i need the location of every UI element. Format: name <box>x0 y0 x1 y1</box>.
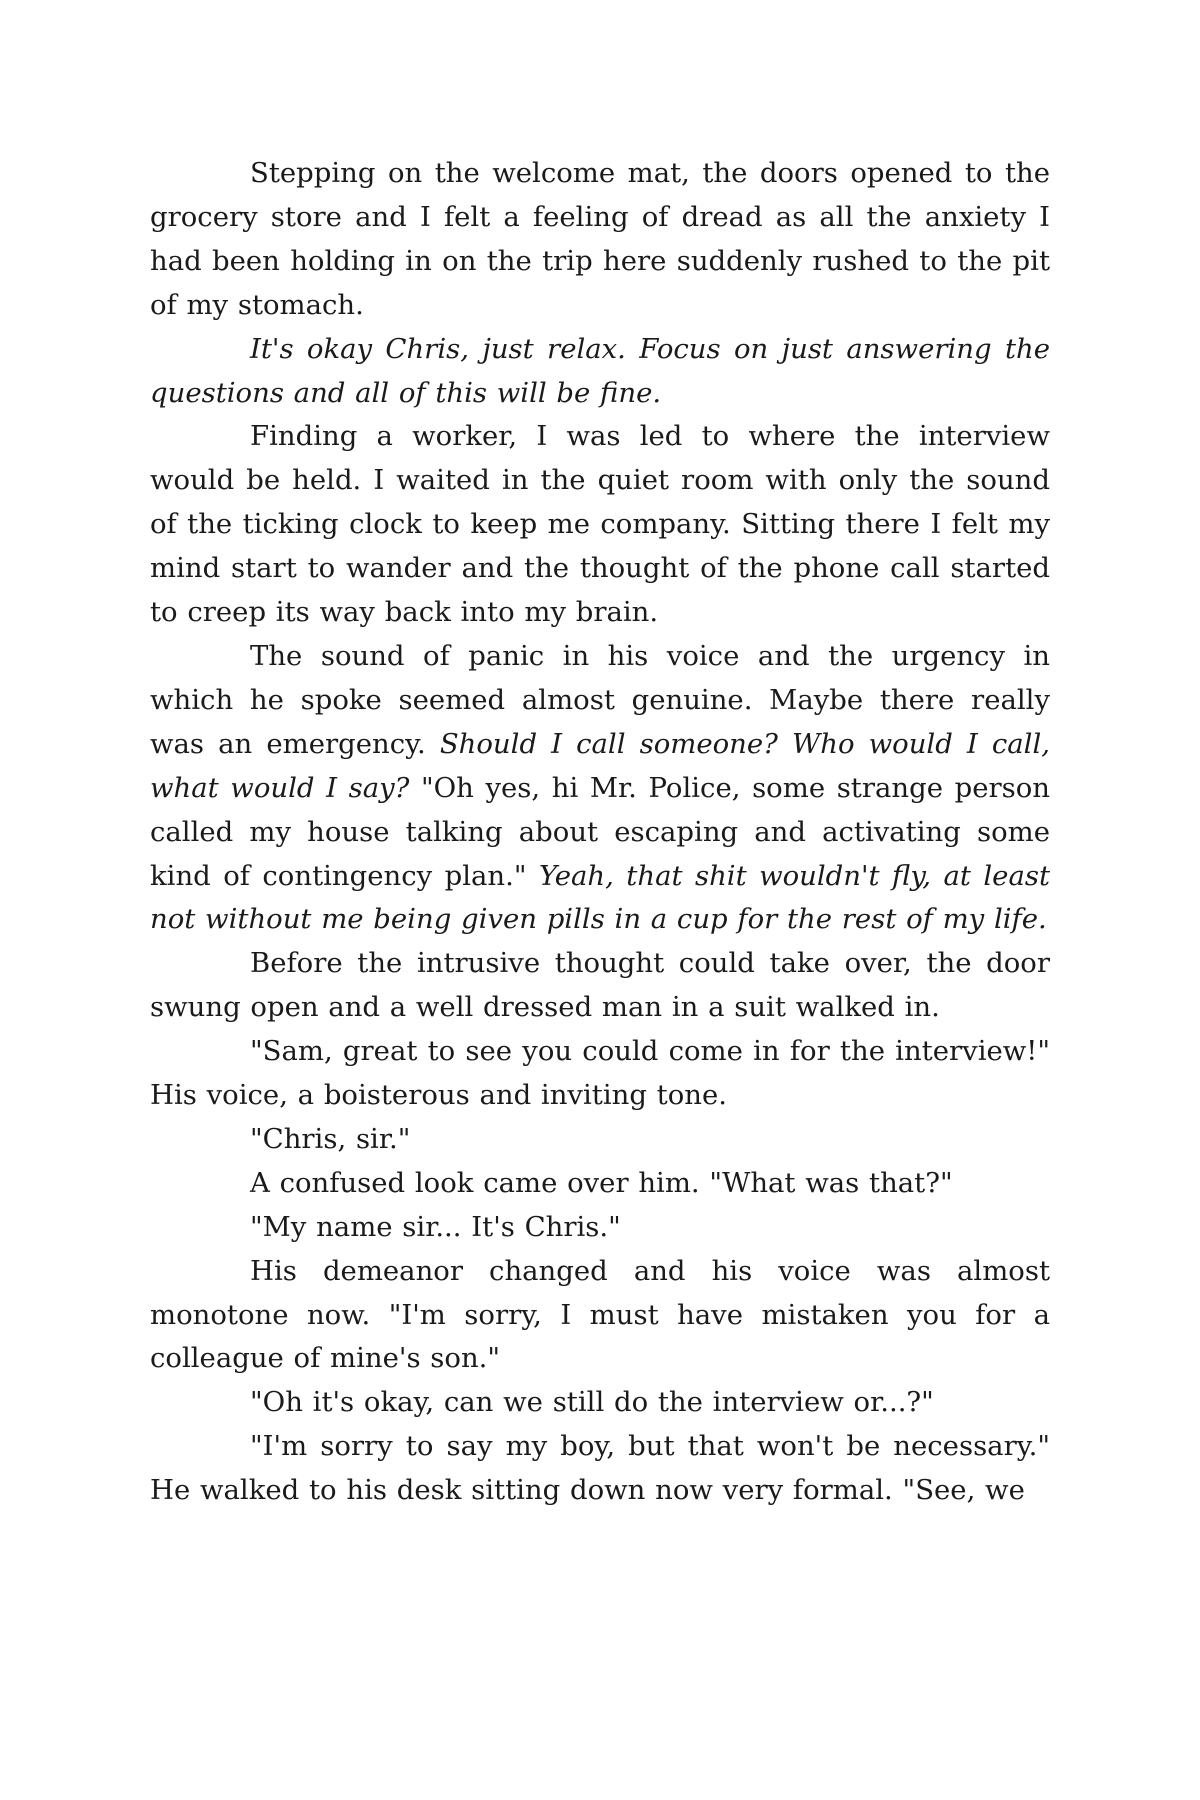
paragraph-text: "Oh yes, hi Mr. Police, some strange person called my house talking about escaping and activating some kind of contingency plan." <box>150 771 1050 892</box>
paragraph-dialogue <box>150 1118 1050 1162</box>
paragraph-text: "My name sir... It's Chris." <box>250 1210 621 1243</box>
italic-text: Should I call someone? Who would I call, what would I say? <box>150 727 1050 804</box>
paragraph-text: Before the intrusive thought could take over, the door swung open and a well dressed man in a suit walked in. <box>150 947 1050 1024</box>
paragraph-dialogue <box>150 1381 1050 1425</box>
italic-text: It's okay Chris, just relax. Focus on just answering the questions and all of this will be fine. <box>150 332 1050 409</box>
paragraph-text: "Sam, great to see you could come in for the interview!" His voice, a boisterous and inviting tone. <box>150 1035 1050 1112</box>
paragraph-text: "Chris, sir." <box>250 1122 411 1155</box>
paragraph <box>150 942 1050 1030</box>
paragraph <box>150 152 1050 328</box>
body-text <box>150 152 1050 1513</box>
paragraph-italic-thought <box>150 328 1050 416</box>
paragraph-text: "Oh it's okay, can we still do the interview or...?" <box>250 1386 934 1419</box>
paragraph-dialogue <box>150 1162 1050 1206</box>
paragraph-dialogue <box>150 1250 1050 1382</box>
italic-text: Yeah, that shit wouldn't fly, at least not without me being given pills in a cup for the rest of my life. <box>150 859 1050 936</box>
paragraph-dialogue <box>150 1425 1050 1513</box>
paragraph-text: The sound of panic in his voice and the urgency in which he spoke seemed almost genuine. Maybe there really was an emergency. <box>150 639 1050 760</box>
paragraph-text: His demeanor changed and his voice was almost monotone now. "I'm sorry, I must have mistaken you for a colleague of mine's son." <box>150 1254 1050 1375</box>
paragraph <box>150 635 1050 942</box>
paragraph-dialogue <box>150 1206 1050 1250</box>
paragraph-text: Finding a worker, I was led to where the interview would be held. I waited in the quiet room with only the sound of the ticking clock to keep me company. Sitting there I felt my mind start to wander and the thought of the phone call started to creep its way back into my brain. <box>150 420 1050 629</box>
paragraph-dialogue <box>150 1030 1050 1118</box>
paragraph <box>150 415 1050 635</box>
paragraph-text: A confused look came over him. "What was that?" <box>250 1166 953 1199</box>
paragraph-text: Stepping on the welcome mat, the doors opened to the grocery store and I felt a feeling of dread as all the anxiety I had been holding in on the trip here suddenly rushed to the pit of my stomach. <box>150 157 1050 321</box>
paragraph-text: "I'm sorry to say my boy, but that won't be necessary." He walked to his desk sitting down now very formal. "See, we <box>150 1430 1050 1507</box>
